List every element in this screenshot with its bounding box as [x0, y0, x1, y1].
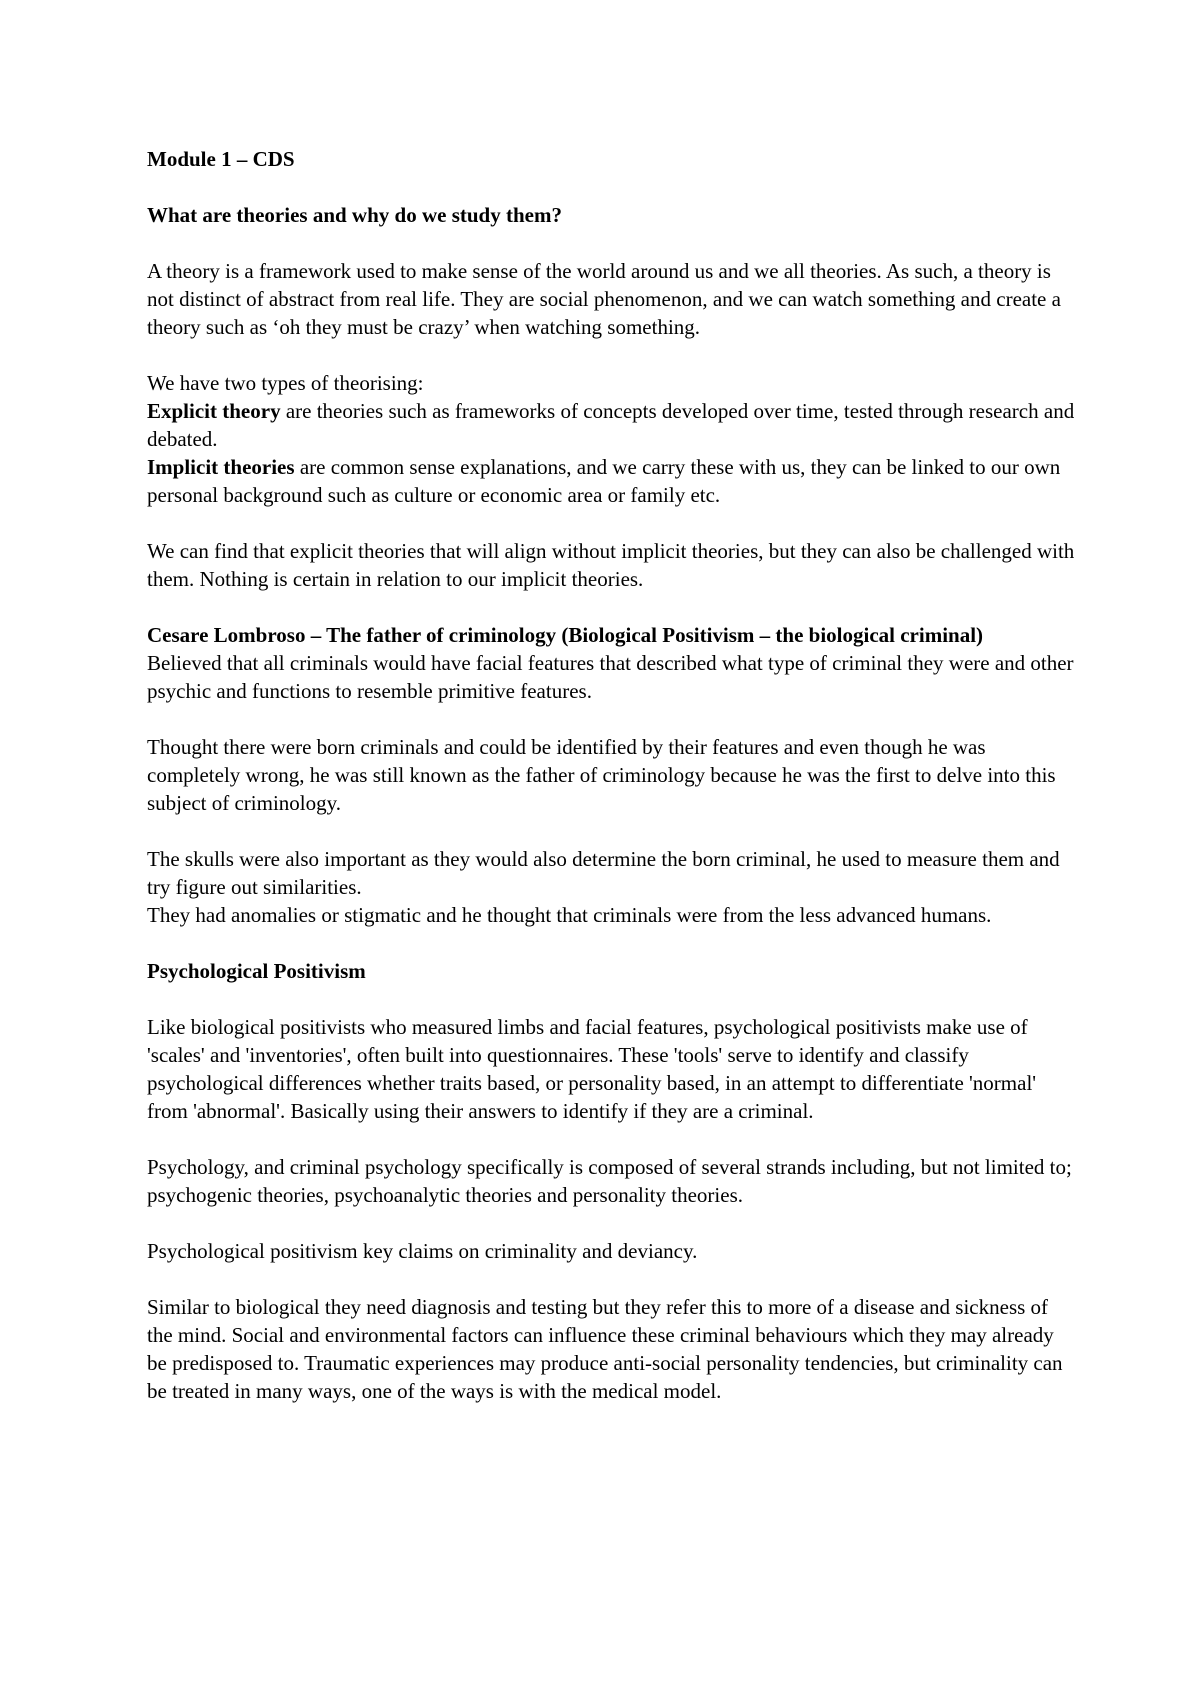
explicit-theory-term: Explicit theory	[147, 399, 281, 423]
psych-paragraph-1: Like biological positivists who measured limbs and facial features, psychological positivists make use of 'scales' and 'inventories', often built into questionnaires. These 'tools' serve to identify and classify psychological differences whether traits based, or personality based, in an attempt to differentiate 'normal' from 'abnormal'. Basically using their answers to identify if they are a criminal.	[147, 1015, 1037, 1123]
psych-paragraph-2: Psychology, and criminal psychology specifically is composed of several strands including, but not limited to; psychogenic theories, psychoanalytic theories and personality theories.	[147, 1155, 1072, 1207]
document-body	[147, 145, 1077, 1433]
alignment-paragraph: We can find that explicit theories that will align without implicit theories, but they can also be challenged with them. Nothing is certain in relation to our implicit theories.	[147, 539, 1075, 591]
module-title: Module 1 – CDS	[147, 147, 295, 171]
implicit-theory-term: Implicit theories	[147, 455, 295, 479]
psych-paragraph-3: Psychological positivism key claims on criminality and deviancy.	[147, 1239, 698, 1263]
theorising-intro: We have two types of theorising:	[147, 371, 424, 395]
implicit-theory-paragraph	[147, 453, 1077, 509]
lombroso-paragraph-1: Believed that all criminals would have facial features that described what type of criminal they were and other psychic and functions to resemble primitive features.	[147, 651, 1074, 703]
lombroso-paragraph-2: Thought there were born criminals and could be identified by their features and even though he was completely wrong, he was still known as the father of criminology because he was the first to delve into this subject of criminology.	[147, 735, 1056, 815]
skulls-paragraph-1: The skulls were also important as they would also determine the born criminal, he used to measure them and try figure out similarities.	[147, 847, 1060, 899]
implicit-theory-text: are common sense explanations, and we carry these with us, they can be linked to our own personal background such as culture or economic area or family etc.	[147, 455, 1061, 507]
psych-paragraph-4: Similar to biological they need diagnosis and testing but they refer this to more of a disease and sickness of the mind. Social and environmental factors can influence these criminal behaviours which they may already be predisposed to. Traumatic experiences may produce anti-social personality tendencies, but criminality can be treated in many ways, one of the ways is with the medical model.	[147, 1295, 1063, 1403]
skulls-paragraph-2: They had anomalies or stigmatic and he thought that criminals were from the less advanced humans.	[147, 903, 992, 927]
psychological-positivism-heading: Psychological Positivism	[147, 959, 366, 983]
explicit-theory-paragraph	[147, 397, 1077, 453]
intro-paragraph: A theory is a framework used to make sense of the world around us and we all theories. As such, a theory is not distinct of abstract from real life. They are social phenomenon, and we can watch something and create a theory such as ‘oh they must be crazy’ when watching something.	[147, 259, 1061, 339]
lombroso-heading: Cesare Lombroso – The father of criminology (Biological Positivism – the biological criminal)	[147, 623, 984, 647]
explicit-theory-text: are theories such as frameworks of concepts developed over time, tested through research and debated.	[147, 399, 1075, 451]
section-heading-theories: What are theories and why do we study them?	[147, 203, 562, 227]
